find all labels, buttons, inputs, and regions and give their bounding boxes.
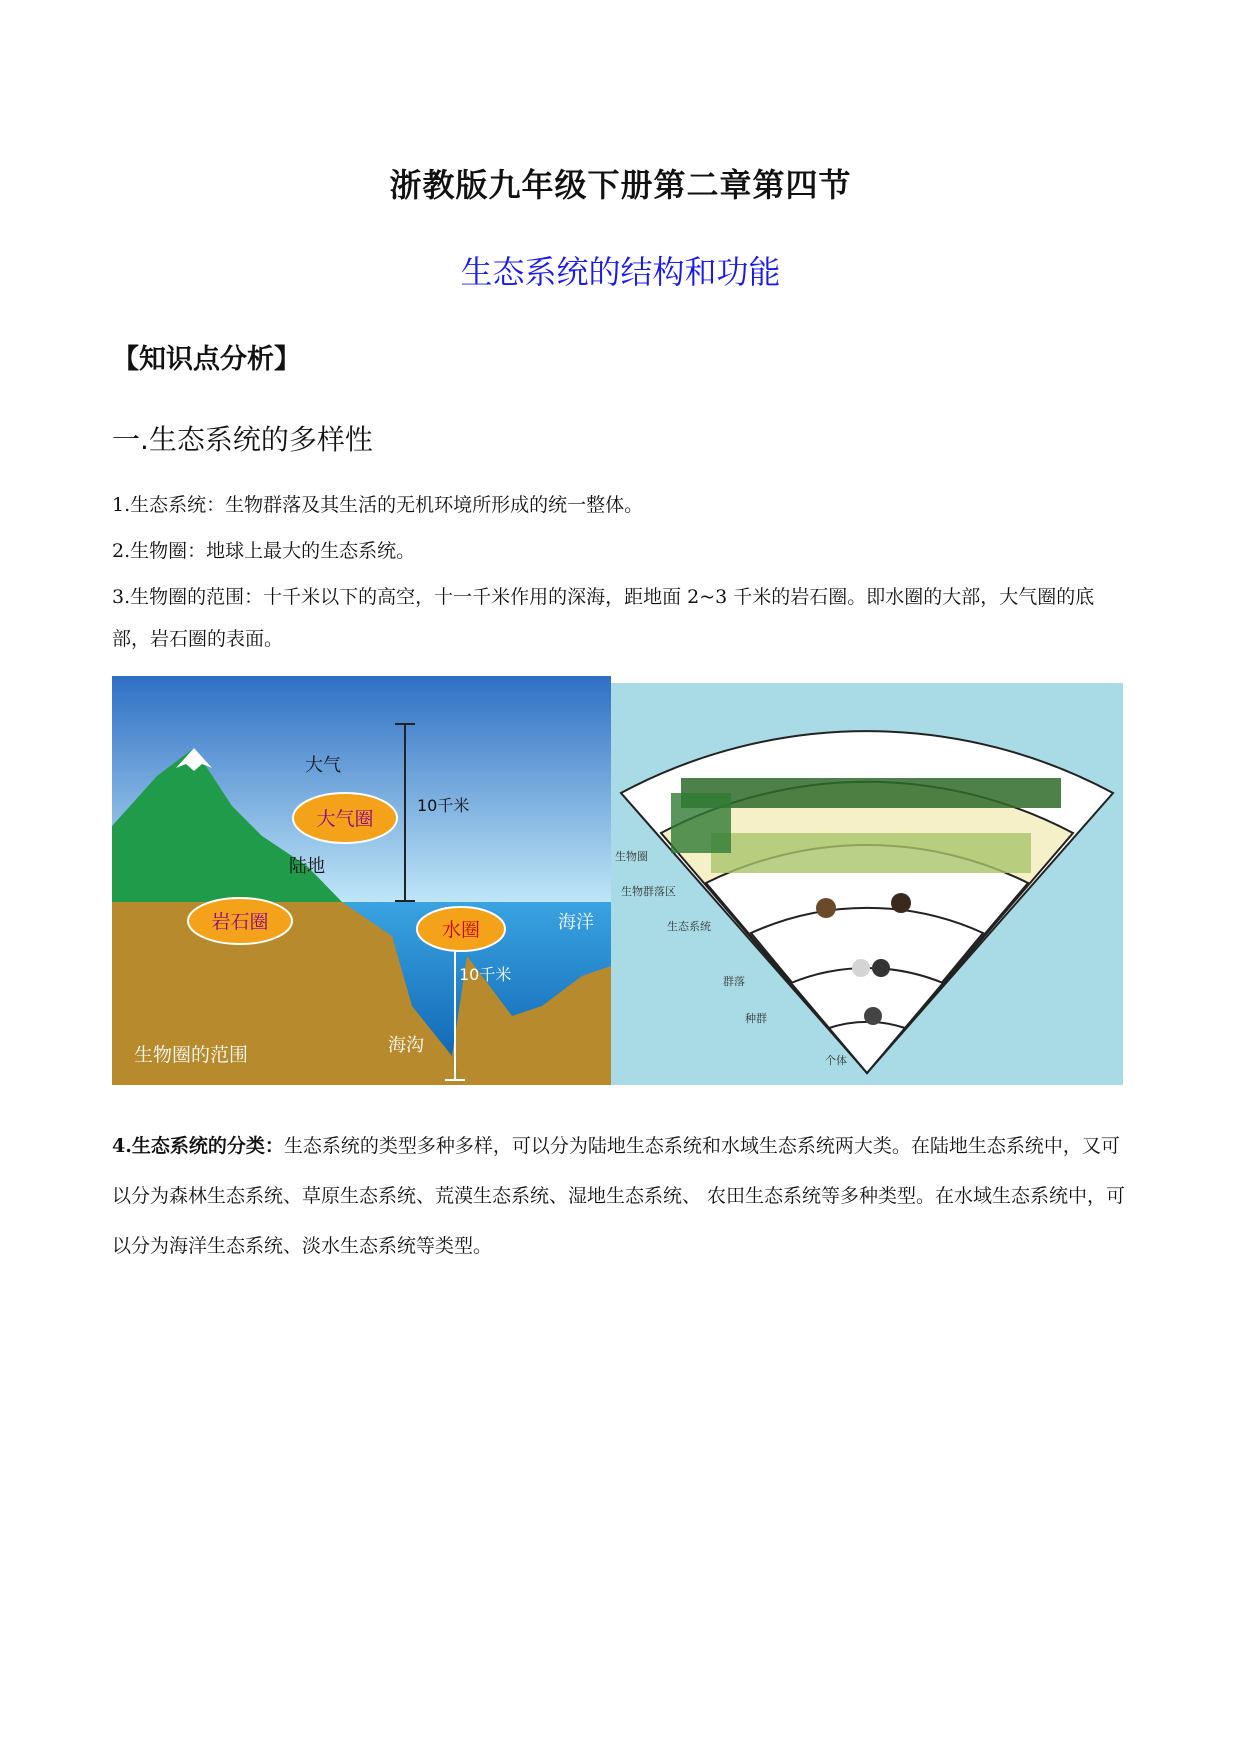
label-biosphere: 生物圈	[615, 850, 648, 863]
section-heading: 一.生态系统的多样性	[112, 423, 373, 456]
organization-levels-figure	[611, 683, 1123, 1085]
label-ecosystem: 生态系统	[667, 920, 711, 933]
label-land: 陆地	[289, 856, 325, 877]
label-10km-up: 10千米	[417, 796, 470, 815]
paragraph-ecosystem-definition: 1.生态系统：生物群落及其生活的无机环境所形成的统一整体。	[112, 494, 644, 516]
label-hydrosphere: 水圈	[441, 919, 481, 941]
label-population: 种群	[745, 1012, 767, 1025]
paragraph-biosphere-definition: 2.生物圈：地球上最大的生态系统。	[112, 540, 416, 562]
section-label: 【知识点分析】	[112, 344, 301, 375]
figure-caption: 生物圈的范围	[134, 1044, 249, 1066]
classification-label: 4.生态系统的分类：	[112, 1135, 284, 1157]
label-trench: 海沟	[388, 1035, 424, 1056]
paragraph-biosphere-range: 3.生物圈的范围：十千米以下的高空，十一千米作用的深海，距地面 2~3 千米的岩石圈。即水圈的大部，大气圈的底部，岩石圈的表面。	[112, 586, 1095, 650]
label-lithosphere: 岩石圈	[211, 911, 269, 933]
label-10km-down: 10千米	[459, 965, 512, 984]
biosphere-range-figure	[112, 676, 611, 1085]
paragraph-ecosystem-classification	[112, 1121, 1132, 1271]
label-atmosphere: 大气圈	[316, 808, 374, 830]
page-title: 浙教版九年级下册第二章第四节	[389, 166, 852, 204]
label-individual: 个体	[825, 1054, 847, 1067]
label-air: 大气	[305, 755, 341, 776]
classification-text: 生态系统的类型多种多样，可以分为陆地生态系统和水域生态系统两大类。在陆地生态系统中，又可以分为森林生态系统、草原生态系统、荒漠生态系统、湿地生态系统、 农田生态系统等多种类型。在水域生态系统中，可以分为海洋生态系统、淡水生态系统等类型。	[112, 1135, 1126, 1257]
label-ocean: 海洋	[558, 912, 594, 933]
label-biome: 生物群落区	[621, 885, 676, 898]
label-community: 群落	[723, 975, 745, 988]
page-subtitle: 生态系统的结构和功能	[460, 253, 781, 291]
